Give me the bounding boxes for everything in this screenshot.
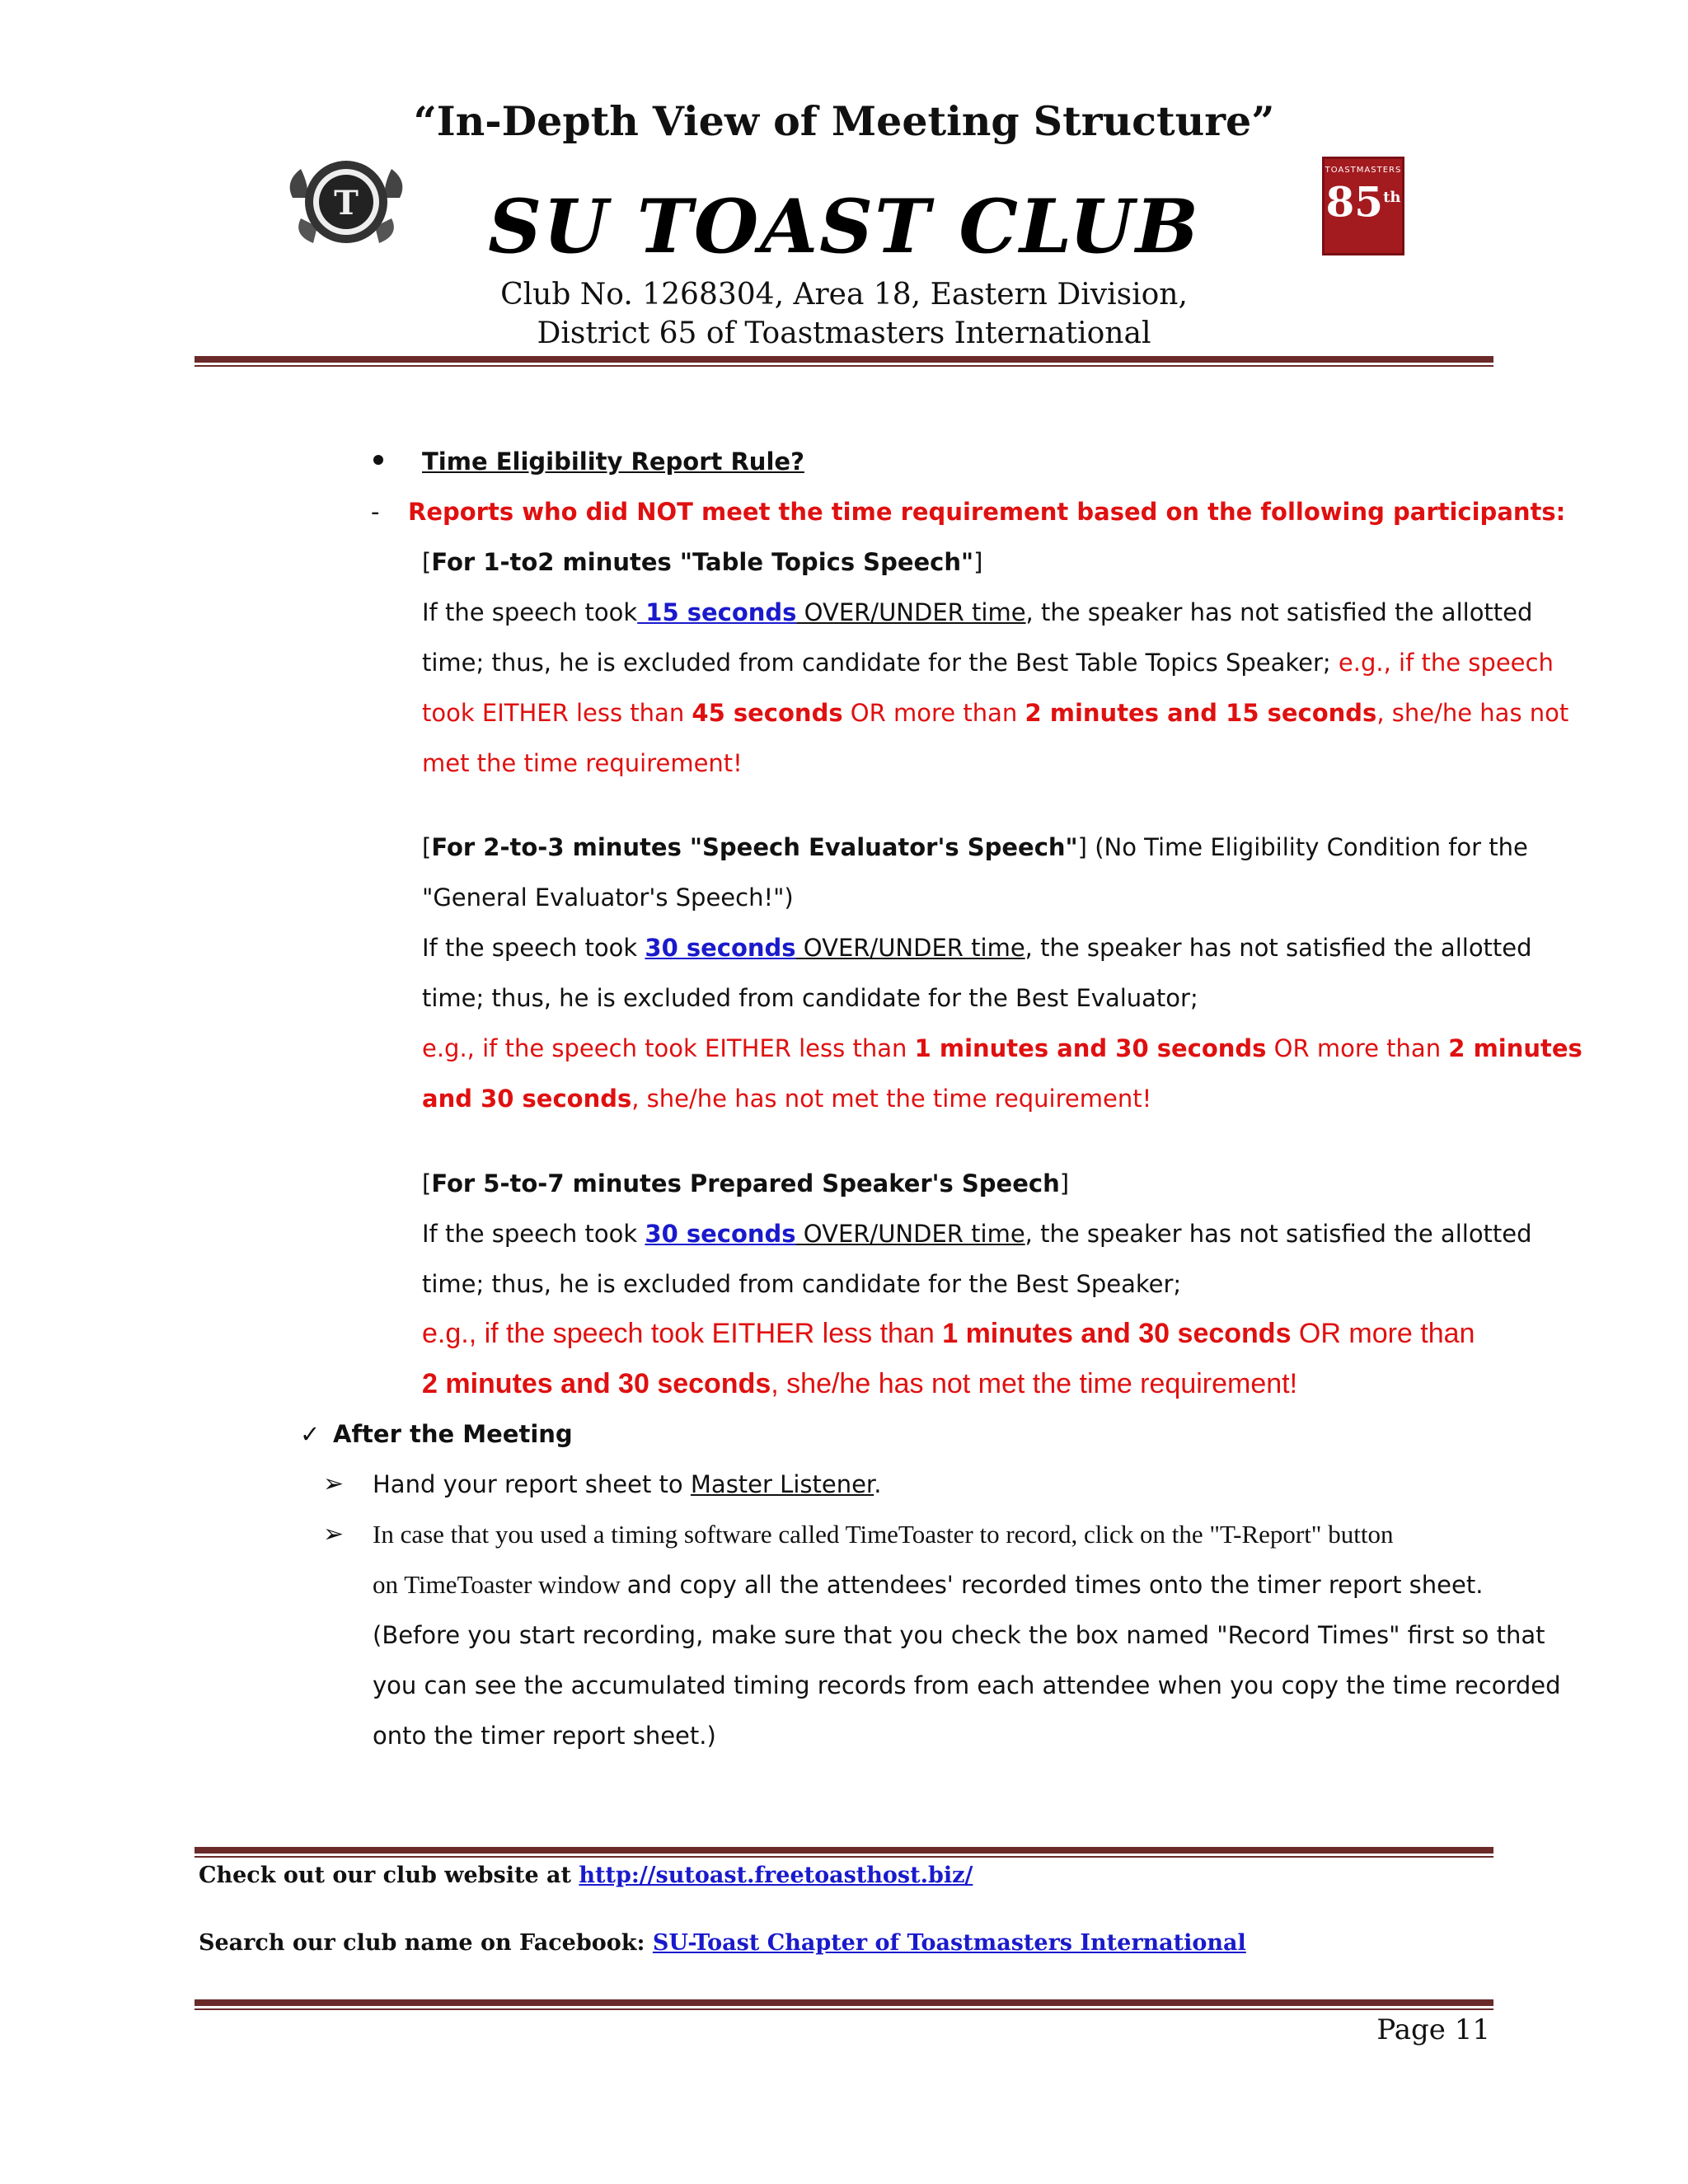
club-info-line2: District 65 of Toastmasters International (537, 316, 1151, 350)
evaluator-line2: time; thus, he is excluded from candidate for the Best Evaluator; (422, 984, 1198, 1012)
header-divider (195, 356, 1493, 367)
svg-text:T: T (334, 184, 359, 223)
checkmark-icon: ✓ (300, 1420, 321, 1448)
after-item2-line5: onto the timer report sheet.) (373, 1722, 716, 1750)
prepared-line2: time; thus, he is excluded from candidate for the Best Speaker; (422, 1270, 1182, 1298)
table-topics-line3: took EITHER less than 45 seconds OR more than 2 minutes and 15 seconds, she/he has not (422, 699, 1569, 727)
evaluator-line4: and 30 seconds, she/he has not met the time requirement! (422, 1085, 1152, 1113)
section-intro: Reports who did NOT meet the time requirement based on the following participants: (408, 498, 1566, 526)
after-item2-line1: In case that you used a timing software called TimeToaster to record, click on the "T-Report" button (373, 1520, 1394, 1549)
table-topics-line4: met the time requirement! (422, 749, 743, 777)
bullet-icon (373, 455, 383, 465)
duration-link[interactable]: 30 seconds (645, 934, 796, 962)
page-number: Page 11 (1376, 2013, 1490, 2046)
facebook-line: Search our club name on Facebook: SU-Toast Chapter of Toastmasters International (199, 1930, 1246, 1956)
evaluator-note: "General Evaluator's Speech!") (422, 883, 794, 912)
after-item1: Hand your report sheet to Master Listener. (373, 1470, 882, 1498)
club-name: SU TOAST CLUB (488, 183, 1200, 270)
after-meeting-heading: After the Meeting (333, 1420, 573, 1448)
evaluator-line1: If the speech took 30 seconds OVER/UNDER time, the speaker has not satisfied the allotted (422, 934, 1532, 962)
website-line: Check out our club website at http://sutoast.freetoasthost.biz/ (199, 1863, 973, 1888)
page-title: “In-Depth View of Meeting Structure” (413, 97, 1275, 145)
table-topics-line1: If the speech took 15 seconds OVER/UNDER time, the speaker has not satisfied the allotted (422, 598, 1533, 626)
website-link[interactable]: http://sutoast.freetoasthost.biz/ (579, 1863, 973, 1888)
after-item2-line4: you can see the accumulated timing records from each attendee when you copy the time recorded (373, 1671, 1561, 1699)
logo-right-number: 85th (1325, 177, 1401, 227)
duration-link[interactable]: 15 seconds (637, 598, 797, 626)
prepared-line4: 2 minutes and 30 seconds, she/he has not met the time requirement! (422, 1368, 1298, 1399)
prepared-line1: If the speech took 30 seconds OVER/UNDER time, the speaker has not satisfied the allotted (422, 1220, 1532, 1248)
club-info-line1: Club No. 1268304, Area 18, Eastern Division, (500, 278, 1188, 312)
after-item2-line3: (Before you start recording, make sure that you check the box named "Record Times" first so that (373, 1621, 1545, 1649)
arrow-bullet-icon: ➢ (323, 1520, 345, 1549)
arrow-bullet-icon: ➢ (323, 1469, 345, 1498)
prepared-line3: e.g., if the speech took EITHER less than 1 minutes and 30 seconds OR more than (422, 1318, 1475, 1349)
after-item2-line2: on TimeToaster window and copy all the attendees' recorded times onto the timer report sheet. (373, 1570, 1484, 1599)
footer-divider-bottom (195, 1999, 1493, 2010)
table-topics-line2: time; thus, he is excluded from candidate for the Best Table Topics Speaker; e.g., if the speech (422, 649, 1554, 677)
evaluator-title: [For 2-to-3 minutes "Speech Evaluator's Speech"] (No Time Eligibility Condition for the (422, 833, 1528, 861)
evaluator-line3: e.g., if the speech took EITHER less than 1 minutes and 30 seconds OR more than 2 minutes (422, 1034, 1582, 1062)
facebook-link[interactable]: SU-Toast Chapter of Toastmasters International (652, 1930, 1246, 1956)
table-topics-title: [For 1-to2 minutes "Table Topics Speech"] (422, 548, 983, 576)
prepared-title: [For 5-to-7 minutes Prepared Speaker's Speech] (422, 1169, 1070, 1197)
footer-divider-top (195, 1847, 1493, 1858)
section-heading: Time Eligibility Report Rule? (422, 448, 804, 476)
duration-link[interactable]: 30 seconds (645, 1220, 796, 1248)
dash-marker: - (371, 498, 380, 526)
logo-right-caption: TOASTMASTERS (1325, 166, 1402, 175)
